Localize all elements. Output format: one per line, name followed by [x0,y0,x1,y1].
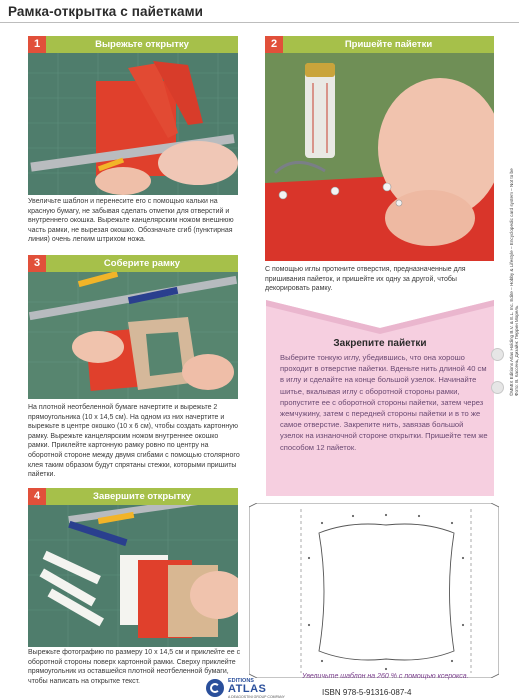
tip-title: Закрепите пайетки [333,338,427,349]
step-2-caption: С помощью иглы проткните отверстия, предназначенные для пришивания пайеток, и пришейте их одну за другой, чтобы декорировать рамку. [265,266,466,293]
card-template [249,503,499,678]
page-title: Рамка-открытка с пайетками [8,4,204,19]
step-1-number: 1 [28,36,46,53]
step-3-number: 3 [28,255,46,272]
step-1-caption: Увеличьте шаблон и перенесите его с помощью кальки на красную бумагу, не забывая сделать отметки для отверстий и внутреннего окошка. Вырежьте канцелярским ножом внешнюю часть рамки, не вырезая окошко. Обозначьте сгиб (пунктирная линия) очень легким штрихом ножа. [28,198,234,244]
step-2-photo [265,53,494,261]
title-divider [0,22,519,23]
step-3-photo [28,272,238,399]
step-1-header [28,36,238,53]
step-3-title: Соберите рамку [103,258,181,269]
tip-box [266,300,494,496]
logo-main-text: ATLAS [228,683,267,695]
atlas-logo-icon [206,679,224,697]
step-4-title: Завершите открытку [93,491,191,502]
step-1-photo [28,53,238,195]
publisher-logo [206,677,286,699]
template-scale-note: Увеличьте шаблон на 260 % с помощью ксерокса. [302,673,469,680]
credits-line-2: Фото: В. Кассень, Дизайн: Перрин Морель [514,305,519,396]
copyright-credits [509,106,519,396]
step-3-caption: На плотной неотбеленной бумаге начертите и вырежьте 2 прямоугольника (10 x 14,5 см). На одном из них начертите и вырежьте в центре окошко (10 x 6 см), чтобы создать картонную рамку. Вырежьте канцелярским ножом внутреннее окошко рамки. Приклейте картонную рамку ровно по центру на оборотной стороне между двумя сгибами с помощью столярного клея таким образом будут спрятаны стежки, которыми пришиты пайетки. [28,404,240,479]
step-2-header [265,36,494,53]
step-4-photo [28,505,238,647]
step-3-header [28,255,238,272]
binder-hole-top [491,348,504,361]
logo-sub-text: A DEAGOSTINI GROUP COMPANY [228,695,285,699]
step-2-title: Пришейте пайетки [344,39,433,50]
tip-text: Выберите тонкую иглу, убедившись, что она хорошо проходит в отверстие пайетки. Вденьте нить длиной 40 см в иглу и сделайте на конце большой узелок. Начинайте шитье, вкалывая иглу с оборотной стороны рамки, пропустите ее с оборотной стороны пайетки, затем через жемчужину, затем с передней стороны пайетки и в то же самое отверстие. Закрепите нить, завязав большой узелок на изнаночной стороне открытки. Пришейте тем же способом 12 пайеток. [280,353,488,452]
step-4-caption: Вырежьте фотографию по размеру 10 x 14,5 см и приклейте ее с оборотной стороны поверх картонной рамки. Сверху приклейте прямоугольник из оставшейся плотной неотбеленной бумаги, чтобы написать на открытке текст. [28,649,241,685]
credits-line-1: ©MMIX Editions Atlas Holding B.V. & E.L. Inc. Edite – Hobby & Lifestyle – Encyclopedic card system – Not to be [509,168,514,396]
step-1-title: Вырежьте открытку [95,39,189,50]
binder-hole-bottom [491,381,504,394]
logo-top-text: EDITIONS [228,678,254,684]
isbn: ISBN 978-5-91316-087-4 [322,688,412,697]
step-2-number: 2 [265,36,283,53]
step-4-number: 4 [28,488,46,505]
step-4-header [28,488,238,505]
